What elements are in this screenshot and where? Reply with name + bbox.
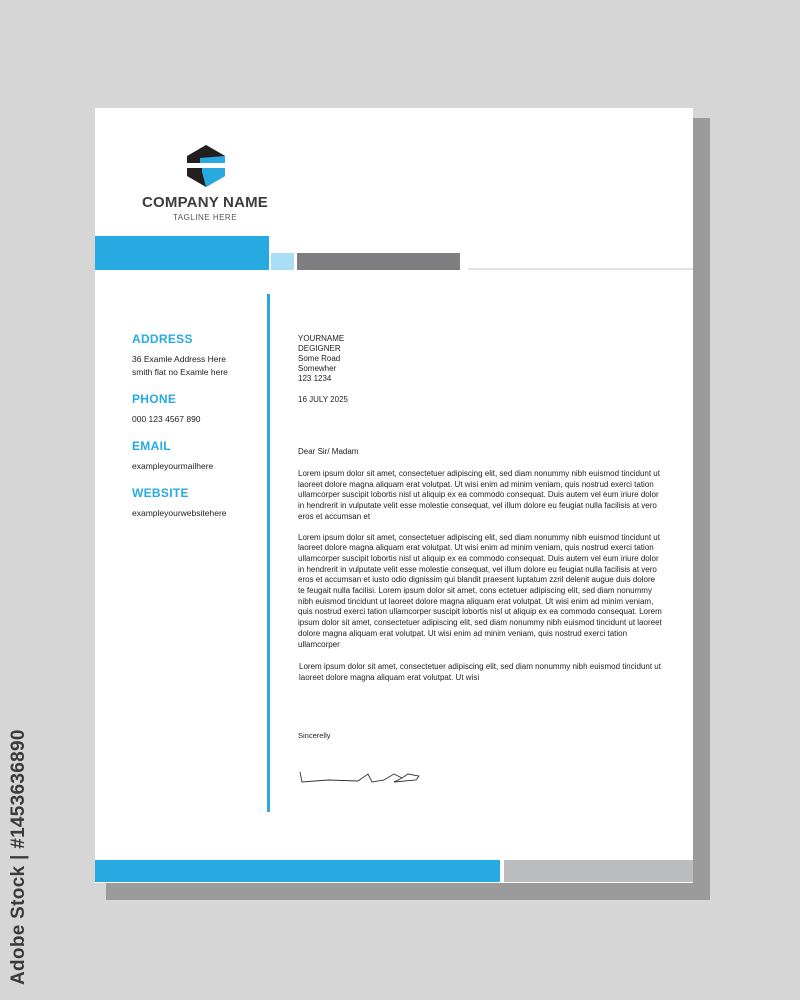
letter-date: 16 JULY 2025 <box>298 395 348 404</box>
vertical-divider <box>267 294 270 812</box>
stock-id-watermark: Adobe Stock | #1453636890 <box>8 729 29 985</box>
header-light-block <box>271 253 294 270</box>
address-section <box>132 332 262 379</box>
paragraph-3: Lorem ipsum dolor sit amet, consectetuer adipiscing elit, sed diam nonummy nibh euismod tincidunt ut laoreet dolore magna aliquam erat volutpat. Ut wisi <box>299 662 661 682</box>
header-gray-bar <box>297 253 460 270</box>
recipient-road: Some Road <box>298 354 341 363</box>
recipient-code: 123 1234 <box>298 374 332 383</box>
letterhead-page <box>95 108 693 883</box>
salutation: Dear Sir/ Madam <box>298 447 359 456</box>
website-value: exampleyourwebsitehere <box>132 508 227 518</box>
phone-heading: PHONE <box>132 392 177 406</box>
header-rule <box>468 268 693 270</box>
footer-accent-bar <box>95 860 500 882</box>
header-accent-bar <box>95 236 269 270</box>
letter-body <box>298 334 663 740</box>
address-line-2: smith flat no Examle here <box>132 367 228 377</box>
signature-icon <box>298 766 423 786</box>
company-logo-icon <box>184 144 228 188</box>
email-section <box>132 439 262 473</box>
paragraph-2: Lorem ipsum dolor sit amet, consectetuer adipiscing elit, sed diam nonummy nibh euismod tincidunt ut laoreet dolore magna aliquam erat volutpat. Ut wisi enim ad minim veniam, quis nostrud exerci tation ullamcorper suscipit lobortis nisl ut aliquip ex ea commodo consequat. Duis autem vel eum iriure dolor in hendrerit in vulputate velit esse molestie consequat, vel illum dolore eu feugiat nulla facilisis at vero eros et accumsan et iusto odio dignissim qui blandit praesent luptatum zzril delenit augue duis dolore te feugait nulla facilisi. Lorem ipsum dolor sit amet, cons ectetuer adipiscing elit, sed diam nonummy nibh euismod tincidunt ut laoreet dolore magna aliquam erat volutpat. Ut wisi enim ad minim veniam, quis nostrud exerci tation ullamcorper suscipit lobortis nisl ut aliquip ex ea commodo consequat. Lorem ipsum dolor sit amet, consectetuer adipiscing elit, sed diam nonummy nibh euismod tincidunt ut laoreet dolore magna aliquam erat volutpat. Ut wisi enim ad minim veniam, quis nostrud exerci tation ullamcorper <box>298 532 662 649</box>
address-line-1: 36 Examle Address Here <box>132 354 227 364</box>
company-name: COMPANY NAME <box>141 194 269 211</box>
website-section <box>132 486 262 520</box>
recipient-title: DEGIGNER <box>298 344 341 353</box>
address-heading: ADDRESS <box>132 332 193 346</box>
recipient-name: YOURNAME <box>298 334 345 343</box>
address-text <box>132 353 262 379</box>
contact-sidebar <box>132 332 262 533</box>
closing: Sincerelly <box>298 730 331 740</box>
email-heading: EMAIL <box>132 439 171 453</box>
phone-section <box>132 392 262 426</box>
website-heading: WEBSITE <box>132 486 189 500</box>
company-tagline: TAGLINE HERE <box>172 213 238 222</box>
paragraph-1: Lorem ipsum dolor sit amet, consectetuer adipiscing elit, sed diam nonummy nibh euismod tincidunt ut laoreet dolore magna aliquam erat volutpat. Ut wisi enim ad minim veniam, quis nostrud exerci tation ullamcorper suscipit lobortis nisl ut aliquip ex ea commodo consequat. Duis autem vel eum iriure dolor in hendrerit in vulputate velit esse molestie consequat, vel illum dolore eu feugiat nulla facilisis at vero eros et accumsan et <box>298 469 660 521</box>
email-value: exampleyourmailhere <box>132 461 214 471</box>
footer-gray-bar <box>504 860 693 882</box>
recipient-town: Somewher <box>298 364 337 373</box>
phone-value: 000 123 4567 890 <box>132 414 201 424</box>
